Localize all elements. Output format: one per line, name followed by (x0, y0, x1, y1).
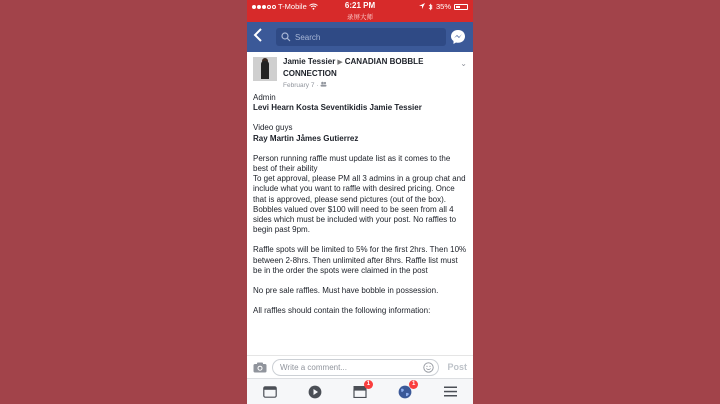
post-body (253, 93, 467, 316)
post-date-label: February 7 · (283, 82, 319, 89)
search-icon (281, 32, 291, 42)
search-input[interactable] (295, 33, 435, 42)
news-feed-icon (263, 386, 277, 398)
battery-percent: 35% (435, 2, 451, 11)
rule-paragraph-4: No pre sale raffles. Must have bobble in possession. (253, 286, 439, 296)
admin-names: Levi Hearn Kosta Seventikidis Jamie Tessier (253, 103, 422, 113)
back-button[interactable] (253, 28, 269, 46)
group-privacy-icon (320, 81, 327, 87)
notifications-badge: 1 (409, 380, 418, 389)
post-comment-button[interactable]: Post (447, 362, 467, 372)
clock: 6:21 PM (344, 1, 376, 10)
play-icon (308, 385, 322, 399)
rule-paragraph-1: Person running raffle must update list as it comes to the best of their ability (253, 153, 451, 174)
tab-menu[interactable] (441, 383, 459, 401)
camera-icon[interactable] (253, 362, 267, 373)
rule-paragraph-3: Raffle spots will be limited to 5% for the first 2hrs. Then 10% between 2-8hrs. Then unlimited after 8hrs. Raffle list must be in the order the spots were claimed in the post (253, 245, 467, 275)
avatar[interactable] (253, 57, 277, 81)
status-bar (247, 0, 473, 22)
video-heading: Video guys (253, 123, 293, 133)
recorder-watermark: 录屏大师 (347, 14, 373, 21)
messenger-icon (449, 28, 467, 46)
phone-screen (247, 0, 473, 404)
battery-icon (454, 4, 468, 10)
tab-bar (247, 378, 473, 404)
hamburger-menu-icon (444, 386, 457, 397)
author-name[interactable]: Jamie Tessier (283, 57, 336, 66)
post-date (283, 81, 467, 89)
carrier-label: T-Mobile (278, 2, 307, 11)
emoji-icon[interactable] (423, 362, 434, 373)
comment-input[interactable] (280, 363, 423, 372)
rule-paragraph-5: All raffles should contain the following information: (253, 306, 431, 316)
tab-video[interactable] (306, 383, 324, 401)
arrow-right-icon: ▶ (337, 59, 343, 66)
comment-bar (247, 355, 473, 378)
video-names: Ray Martin Jåmes Gutierrez (253, 133, 359, 143)
post-content (247, 52, 473, 355)
back-arrow-icon (253, 28, 263, 42)
rule-paragraph-2: To get approval, please PM all 3 admins in a group chat and include what you want to raffle with desired pricing. Once that is approved, please send pictures (out of the box). Bobbles valued over $100 will need to be seen from all 4 sides which must be included with your post. No raffles to begin past 9pm. (253, 174, 466, 235)
location-icon (419, 3, 425, 10)
tab-news-feed[interactable] (261, 383, 279, 401)
group-name[interactable]: CANADIAN BOBBLE CONNECTION (283, 57, 424, 78)
bluetooth-icon (428, 3, 433, 11)
chevron-down-icon[interactable]: ⌄ (460, 59, 467, 68)
tab-notifications[interactable] (396, 380, 416, 401)
admin-heading: Admin (253, 93, 276, 102)
search-box[interactable] (276, 28, 446, 46)
post-meta (283, 57, 467, 93)
post-author-line (283, 57, 467, 79)
friend-requests-badge: 1 (364, 380, 373, 389)
tab-marketplace[interactable] (351, 380, 371, 401)
post-header (253, 57, 467, 93)
status-right (419, 2, 468, 11)
messenger-button[interactable] (449, 28, 467, 46)
navigation-bar (247, 22, 473, 52)
comment-field[interactable] (272, 359, 439, 376)
